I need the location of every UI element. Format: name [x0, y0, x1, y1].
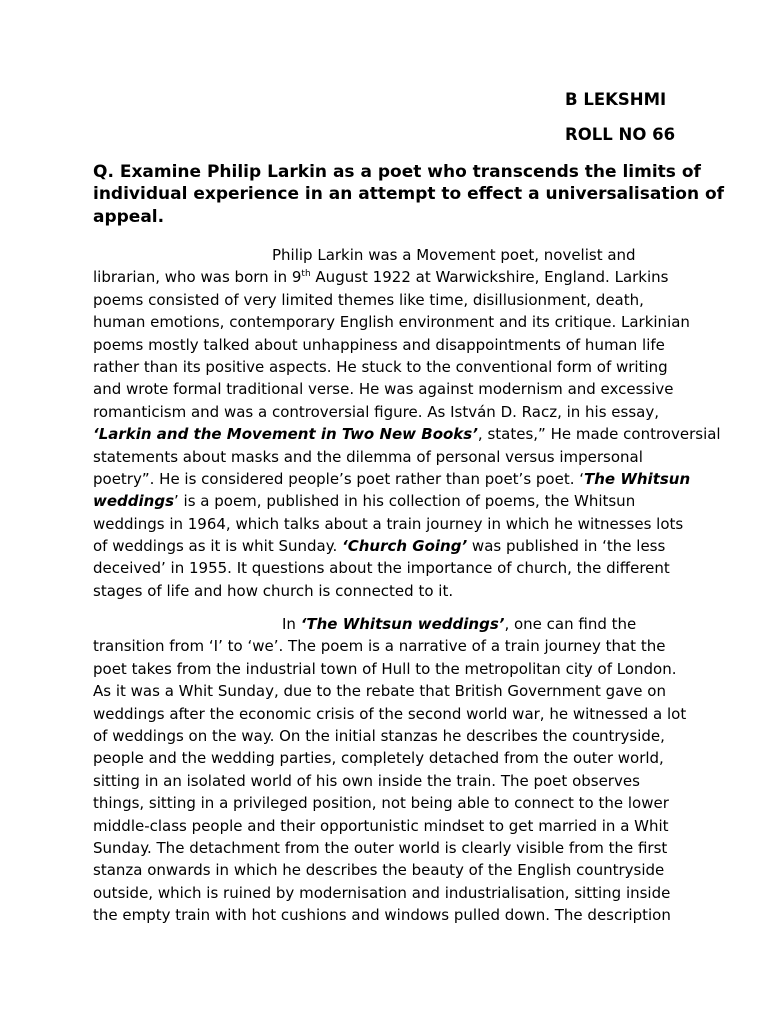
- text-line: poems consisted of very limited themes like time, disillusionment, death,: [93, 290, 644, 309]
- essay-title: ‘Larkin and the Movement in Two New Books’: [93, 425, 478, 444]
- text-line: [93, 423, 721, 445]
- text-line: middle-class people and their opportunistic mindset to get married in a Whit: [93, 816, 669, 835]
- text-line: weddings in 1964, which talks about a train journey in which he witnesses lots: [93, 514, 684, 533]
- text-line: deceived’ in 1955. It questions about the importance of church, the different: [93, 559, 670, 578]
- text-run: poetry”. He is considered people’s poet rather than poet’s poet. ‘: [93, 469, 585, 488]
- text-line: human emotions, contemporary English environment and its critique. Larkinian: [93, 313, 690, 332]
- text-line: [93, 266, 683, 288]
- poem-title: weddings: [93, 492, 174, 511]
- text-line: sitting in an isolated world of his own inside the train. The poet observes: [93, 771, 640, 790]
- text-line: of weddings on the way. On the initial stanzas he describes the countryside,: [93, 726, 665, 745]
- text-run: of weddings as it is whit Sunday.: [93, 537, 343, 556]
- question-line: Q. Examine Philip Larkin as a poet who transcends the limits of: [93, 162, 701, 182]
- text-line: stanza onwards in which he describes the beauty of the English countryside: [93, 861, 665, 880]
- text-line: outside, which is ruined by modernisation and industrialisation, sitting inside: [93, 883, 671, 902]
- question-heading: [93, 159, 725, 227]
- text-line: weddings after the economic crisis of the second world war, he witnessed a lot: [93, 704, 687, 723]
- paragraph-intro: [93, 244, 721, 602]
- paragraph-whitsun: [93, 613, 687, 926]
- text-run: ’ is a poem, published in his collection of poems, the Whitsun: [174, 492, 636, 511]
- text-line: As it was a Whit Sunday, due to the rebate that British Government gave on: [93, 682, 666, 701]
- text-line: statements about masks and the dilemma of personal versus impersonal: [93, 447, 643, 466]
- text-line: [93, 535, 683, 557]
- question-line: appeal.: [93, 206, 165, 227]
- text-run: was published in ‘the less: [467, 537, 666, 556]
- text-run: August 1922 at Warwickshire, England. Larkins: [310, 268, 669, 287]
- poem-title: The Whitsun: [584, 469, 691, 488]
- poem-title: ‘The Whitsun weddings’: [300, 615, 505, 633]
- text-line: stages of life and how church is connected to it.: [93, 581, 454, 600]
- text-line: rather than its positive aspects. He stuck to the conventional form of writing: [93, 357, 668, 376]
- text-line: things, sitting in a privileged position, not being able to connect to the lower: [93, 794, 669, 813]
- text-line: [93, 490, 683, 512]
- text-run: In: [282, 615, 301, 633]
- roll-number: ROLL NO 66: [565, 125, 676, 144]
- text-run: , states,” He made controversial: [477, 425, 721, 444]
- author-name: B LEKSHMI: [565, 90, 667, 109]
- question-line: individual experience in an attempt to effect a universalisation of: [93, 184, 725, 205]
- text-line: poet takes from the industrial town of Hull to the metropolitan city of London.: [93, 659, 677, 678]
- text-line: the empty train with hot cushions and windows pulled down. The description: [93, 906, 671, 925]
- text-line: Sunday. The detachment from the outer world is clearly visible from the first: [93, 838, 668, 857]
- text-line: romanticism and was a controversial figure. As István D. Racz, in his essay,: [93, 402, 659, 421]
- text-run: , one can find the: [504, 615, 637, 633]
- poem-title: ‘Church Going’: [342, 537, 468, 556]
- superscript: th: [301, 269, 311, 280]
- text-run: librarian, who was born in 9: [93, 268, 302, 287]
- text-line: transition from ‘I’ to ‘we’. The poem is a narrative of a train journey that the: [93, 637, 666, 656]
- text-line: and wrote formal traditional verse. He was against modernism and excessive: [93, 380, 674, 399]
- text-line: poems mostly talked about unhappiness and disappointments of human life: [93, 335, 665, 354]
- text-line: Philip Larkin was a Movement poet, novelist and: [272, 246, 636, 264]
- text-line: [93, 468, 691, 490]
- text-line: [93, 613, 683, 635]
- text-line: people and the wedding parties, completely detached from the outer world,: [93, 749, 664, 768]
